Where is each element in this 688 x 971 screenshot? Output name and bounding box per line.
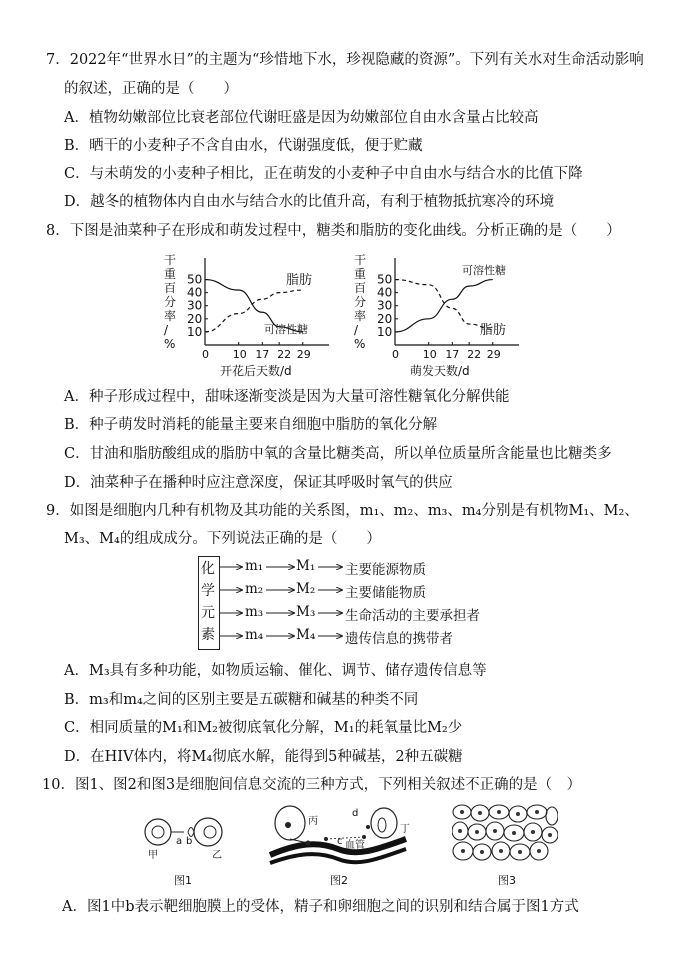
q7-option-c[interactable]: C．与未萌发的小麦种子相比，正在萌发的小麦种子中自由水与结合水的比值下降	[64, 166, 583, 182]
series-label: 可溶性糖	[264, 323, 308, 336]
fig1-caption: 图1	[174, 874, 192, 887]
fat-sugar-germination-chart	[350, 250, 525, 378]
M1-function: 主要能源物质	[345, 562, 426, 578]
fig2-vessel: 血管	[345, 840, 365, 851]
fig1-b: b	[186, 836, 193, 847]
y-axis-label-char: 率	[164, 309, 177, 323]
x-axis-label: 萌发天数/d	[410, 364, 470, 378]
q7-stem-line1: 7．2022年“世界水日”的主题为“珍惜地下水，珍视隐藏的资源”。下列有关水对生命活动影响	[46, 52, 644, 68]
y-tick-label: 20	[187, 311, 203, 326]
fig2-bing: 丙	[308, 816, 318, 827]
fig2-ding: 丁	[400, 824, 410, 835]
fig1-yi: 乙	[212, 850, 222, 861]
y-tick-label: 20	[377, 311, 393, 326]
q9-stem-line1: 9．如图是细胞内几种有机物及其功能的关系图，m₁、m₂、m₃、m₄分别是有机物M₁、M₂、	[46, 503, 639, 519]
figure-3-illustration	[452, 804, 558, 862]
q10-stem: 10．图1、图2和图3是细胞间信息交流的三种方式，下列相关叙述不正确的是（ ）	[42, 777, 582, 793]
M2-label: M₂	[296, 581, 316, 597]
q8-option-d[interactable]: D．油菜种子在播种时应注意深度，保证其呼吸时氧气的供应	[64, 475, 453, 491]
fig1-jia: 甲	[148, 850, 158, 861]
series-label: 脂肪	[286, 273, 313, 288]
M3-label: M₃	[296, 604, 316, 620]
q9-option-d[interactable]: D．在HIV体内，将M₄彻底水解，能得到5种碱基，2种五碳糖	[64, 749, 463, 765]
source-char: 元	[201, 605, 215, 621]
fig3-caption: 图3	[498, 874, 516, 887]
x-tick-label: 0	[202, 348, 209, 361]
q8-stem: 8．下图是油菜种子在形成和萌发过程中，糖类和脂肪的变化曲线。分析正确的是（ ）	[46, 223, 621, 239]
q7-option-a[interactable]: A．植物幼嫩部位比衰老部位代谢旺盛是因为幼嫩部位自由水含量占比较高	[64, 110, 539, 126]
series-label: 脂肪	[480, 323, 507, 338]
q7-stem-line2: 的叙述，正确的是（ ）	[64, 81, 238, 97]
y-axis-label-char: 分	[354, 295, 367, 309]
fig2-c: c	[337, 836, 343, 847]
source-char: 化	[201, 561, 215, 577]
q9-option-a[interactable]: A．M₃具有多种功能，如物质运输、催化、调节、储存遗传信息等	[64, 663, 487, 679]
x-tick-label: 29	[296, 348, 311, 361]
m3-label: m₃	[245, 604, 264, 620]
m2-label: m₂	[245, 581, 264, 597]
q9-option-c[interactable]: C．相同质量的M₁和M₂被彻底氧化分解，M₁的耗氧量比M₂少	[64, 720, 463, 736]
y-axis-label-char: 率	[354, 309, 367, 323]
y-tick-label: 10	[377, 324, 393, 339]
y-tick-label: 10	[187, 324, 203, 339]
fig1-a: a	[176, 836, 183, 847]
series-label: 可溶性糖	[462, 264, 506, 277]
y-axis-label-char: 干	[354, 253, 367, 267]
x-tick-label: 10	[422, 348, 437, 361]
series-line-可溶性糖	[395, 280, 493, 332]
y-tick-label: 50	[187, 272, 203, 287]
q10-option-a[interactable]: A．图1中b表示靶细胞膜上的受体，精子和卵细胞之间的识别和结合属于图1方式	[62, 899, 579, 915]
y-axis-label-char: 干	[164, 253, 177, 267]
x-tick-label: 10	[232, 348, 247, 361]
y-axis-label-char: /	[164, 323, 169, 337]
x-tick-label: 0	[392, 348, 399, 361]
source-char: 素	[201, 627, 215, 643]
q7-option-b[interactable]: B．晒干的小麦种子不含自由水，代谢强度低，便于贮藏	[64, 138, 423, 154]
M4-label: M₄	[296, 627, 316, 643]
fig2-d: d	[352, 808, 359, 819]
x-tick-label: 29	[486, 348, 501, 361]
x-axis-label: 开花后天数/d	[220, 364, 292, 378]
y-tick-label: 30	[187, 298, 203, 313]
y-axis-label-char: 重	[354, 267, 367, 281]
y-axis-label-char: %	[354, 337, 366, 351]
organic-matter-diagram	[198, 556, 518, 651]
y-axis-label-char: 重	[164, 267, 177, 281]
source-char: 学	[201, 583, 215, 599]
M1-label: M₁	[296, 558, 316, 574]
q8-option-c[interactable]: C．甘油和脂肪酸组成的脂肪中氧的含量比糖类高，所以单位质量所含能量也比糖类多	[64, 446, 612, 462]
y-tick-label: 30	[377, 298, 393, 313]
y-axis-label-char: 百	[354, 281, 367, 295]
y-axis-label-char: /	[354, 323, 359, 337]
fig2-caption: 图2	[330, 874, 348, 887]
y-tick-label: 50	[377, 272, 393, 287]
y-tick-label: 40	[377, 285, 393, 300]
x-tick-label: 22	[467, 348, 482, 361]
y-tick-label: 40	[187, 285, 203, 300]
M3-function: 生命活动的主要承担者	[345, 608, 480, 624]
q9-option-b[interactable]: B．m₃和m₄之间的区别主要是五碳糖和碱基的种类不同	[64, 692, 419, 708]
y-axis-label-char: %	[164, 337, 176, 351]
y-axis-label-char: 分	[164, 295, 177, 309]
q8-option-b[interactable]: B．种子萌发时消耗的能量主要来自细胞中脂肪的氧化分解	[64, 417, 438, 433]
x-tick-label: 17	[445, 348, 460, 361]
M2-function: 主要储能物质	[345, 585, 426, 601]
y-axis-label-char: 百	[164, 281, 177, 295]
x-tick-label: 22	[277, 348, 292, 361]
M4-function: 遗传信息的携带者	[345, 631, 453, 647]
q7-option-d[interactable]: D．越冬的植物体内自由水与结合水的比值升高，有利于植物抵抗寒冷的环境	[64, 194, 555, 210]
q8-option-a[interactable]: A．种子形成过程中，甜味逐渐变淡是因为大量可溶性糖氧化分解供能	[64, 389, 510, 405]
x-tick-label: 17	[255, 348, 270, 361]
q9-stem-line2: M₃、M₄的组成成分。下列说法正确的是（ ）	[64, 531, 381, 547]
m4-label: m₄	[245, 627, 264, 643]
m1-label: m₁	[245, 558, 264, 574]
fat-sugar-formation-chart	[160, 250, 340, 378]
